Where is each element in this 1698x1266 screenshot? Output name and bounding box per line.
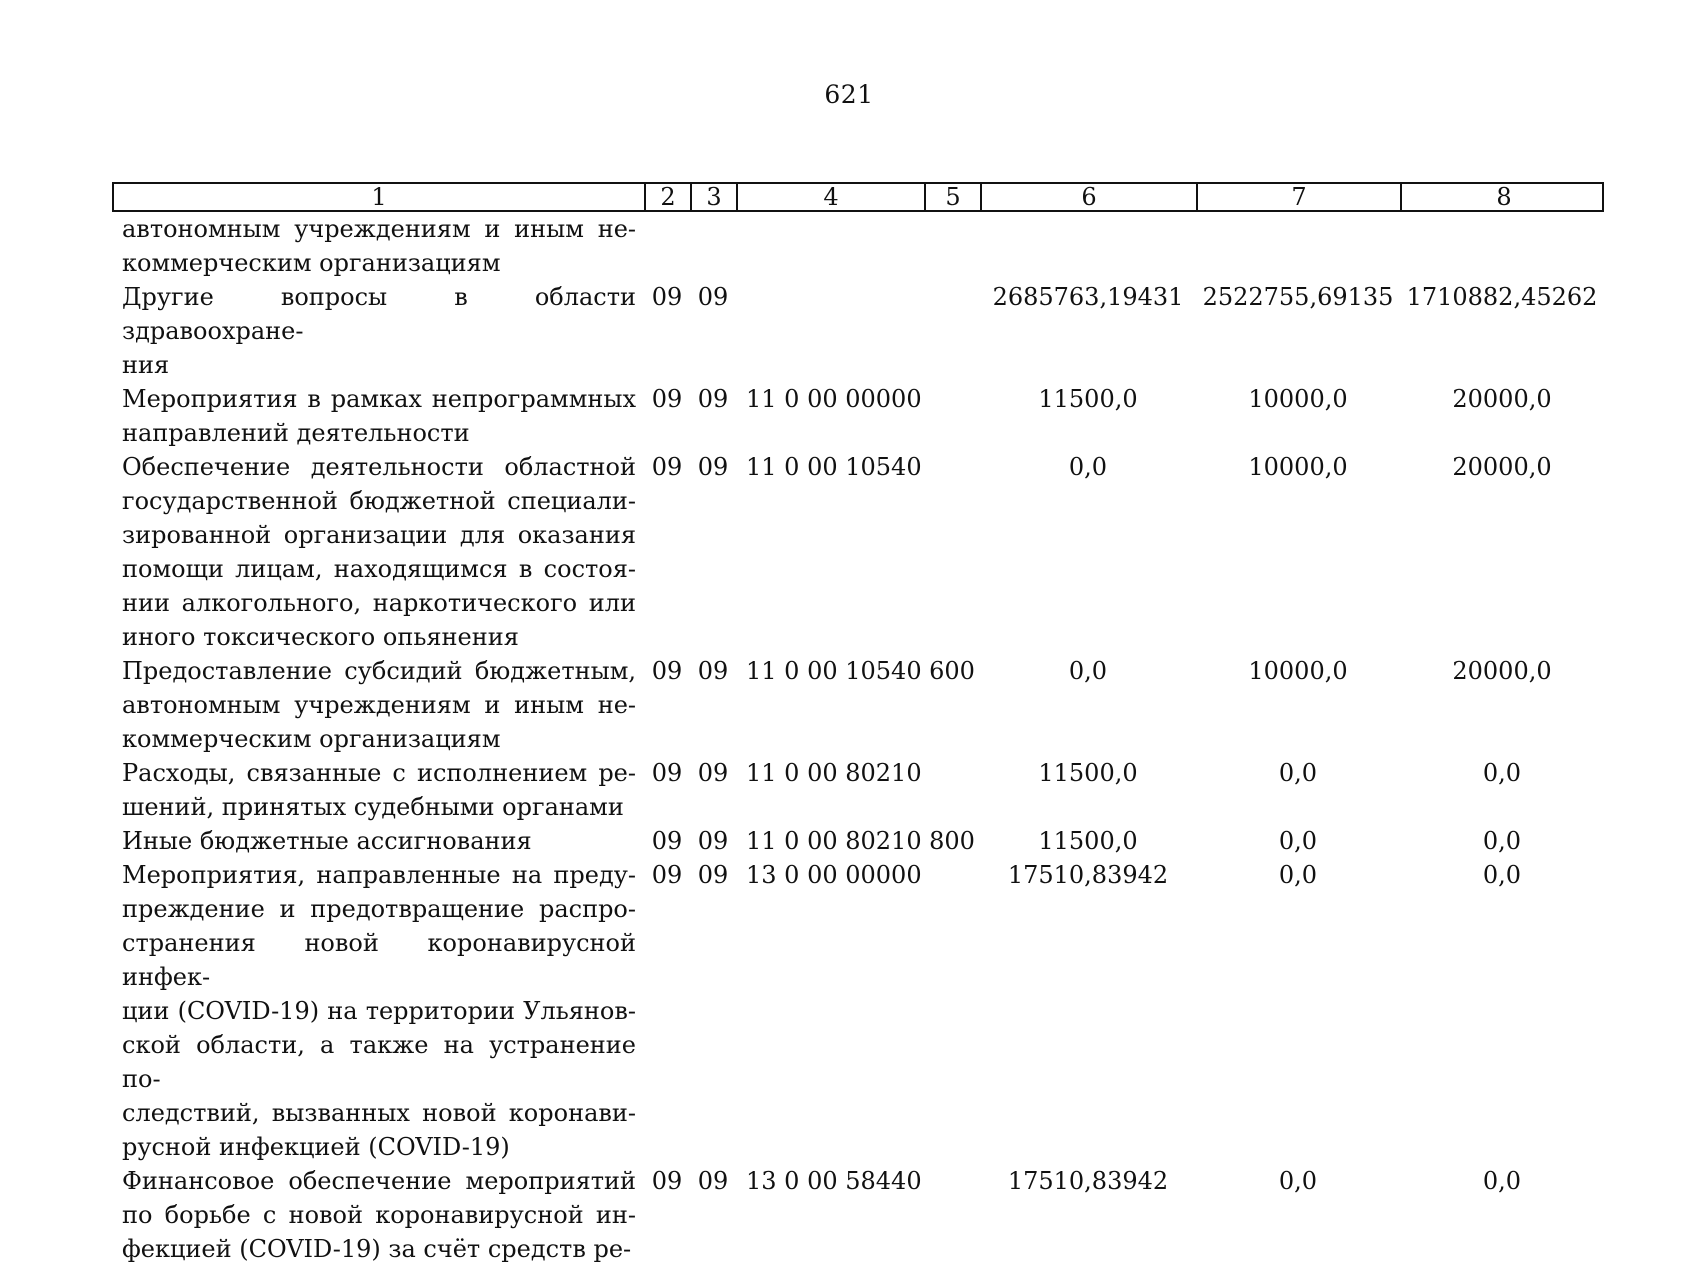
description-line: направлений деятельности xyxy=(122,419,470,447)
header-cell-3: 3 xyxy=(692,184,738,210)
row-description xyxy=(112,280,644,382)
header-cell-7: 7 xyxy=(1198,184,1402,210)
description-line: Иные бюджетные ассигнования xyxy=(122,827,532,855)
target-article-code: 11 0 00 80210 xyxy=(746,759,922,787)
row-description xyxy=(112,1164,644,1266)
amount-col-6: 17510,83942 xyxy=(1007,861,1169,889)
row-description xyxy=(112,654,644,756)
table-row xyxy=(112,382,1604,450)
section-code: 09 xyxy=(651,657,683,685)
amount-col-8: 0,0 xyxy=(1482,861,1522,889)
expense-type-code xyxy=(924,756,980,824)
amount-col-8: 20000,0 xyxy=(1452,657,1552,685)
amount-col-6: 11500,0 xyxy=(1038,827,1138,855)
row-description xyxy=(112,450,644,654)
amount-col-8: 0,0 xyxy=(1482,827,1522,855)
table-row xyxy=(112,756,1604,824)
subsection-code: 09 xyxy=(697,861,729,889)
subsection-code: 09 xyxy=(697,385,729,413)
description-line: следствий, вызванных новой коронави- xyxy=(122,1099,636,1127)
expense-type-code xyxy=(924,280,980,382)
budget-table xyxy=(112,182,1604,1266)
table-row xyxy=(112,212,1604,280)
section-code: 09 xyxy=(651,759,683,787)
target-article-code xyxy=(736,280,924,382)
subsection-code: 09 xyxy=(697,827,729,855)
amount-col-6: 0,0 xyxy=(1068,453,1108,481)
amount-col-6: 11500,0 xyxy=(1038,385,1138,413)
description-line: фекцией (COVID-19) за счёт средств ре- xyxy=(122,1235,632,1263)
amount-col-6 xyxy=(980,212,1196,280)
description-line: по борьбе с новой коронавирусной ин- xyxy=(122,1201,636,1229)
amount-col-7: 10000,0 xyxy=(1248,385,1348,413)
expense-type-code xyxy=(924,450,980,654)
subsection-code: 09 xyxy=(697,1167,729,1195)
row-description xyxy=(112,212,644,280)
target-article-code: 11 0 00 00000 xyxy=(746,385,922,413)
row-description xyxy=(112,382,644,450)
description-line: Мероприятия в рамках непрограммных xyxy=(122,385,636,413)
description-line: автономным учреждениям и иным не- xyxy=(122,691,636,719)
amount-col-7: 10000,0 xyxy=(1248,453,1348,481)
target-article-code: 11 0 00 80210 xyxy=(746,827,922,855)
description-line: государственной бюджетной специали- xyxy=(122,487,636,515)
section-code: 09 xyxy=(651,453,683,481)
subsection-code: 09 xyxy=(697,283,729,311)
description-line: ции (COVID-19) на территории Ульянов- xyxy=(122,997,636,1025)
header-cell-1: 1 xyxy=(114,184,646,210)
amount-col-7: 0,0 xyxy=(1278,861,1318,889)
amount-col-8: 20000,0 xyxy=(1452,453,1552,481)
amount-col-6: 0,0 xyxy=(1068,657,1108,685)
description-line: русной инфекцией (COVID-19) xyxy=(122,1133,510,1161)
description-line: иного токсического опьянения xyxy=(122,623,519,651)
description-line: автономным учреждениям и иным не- xyxy=(122,215,636,243)
expense-type-code: 600 xyxy=(929,657,975,685)
target-article-code: 13 0 00 58440 xyxy=(746,1167,922,1195)
header-cell-2: 2 xyxy=(646,184,692,210)
description-line: ской области, а также на устранение по- xyxy=(122,1031,636,1093)
table-row xyxy=(112,858,1604,1164)
amount-col-8: 1710882,45262 xyxy=(1406,283,1598,311)
description-line: коммерческим организациям xyxy=(122,249,501,277)
row-description xyxy=(112,824,644,858)
amount-col-7: 0,0 xyxy=(1278,759,1318,787)
subsection-code xyxy=(690,212,736,280)
description-line: ния xyxy=(122,351,170,379)
table-row xyxy=(112,280,1604,382)
description-line: коммерческим организациям xyxy=(122,725,501,753)
table-header-row xyxy=(112,182,1604,212)
section-code: 09 xyxy=(651,827,683,855)
description-line: Предоставление субсидий бюджетным, xyxy=(122,657,636,685)
expense-type-code xyxy=(924,1164,980,1266)
amount-col-7: 0,0 xyxy=(1278,1167,1318,1195)
description-line: помощи лицам, находящимся в состоя- xyxy=(122,555,636,583)
amount-col-8: 0,0 xyxy=(1482,1167,1522,1195)
amount-col-8: 0,0 xyxy=(1482,759,1522,787)
expense-type-code xyxy=(924,858,980,1164)
description-line: Другие вопросы в области здравоохране- xyxy=(122,283,636,345)
subsection-code: 09 xyxy=(697,453,729,481)
expense-type-code xyxy=(924,382,980,450)
table-row xyxy=(112,1164,1604,1266)
description-line: Мероприятия, направленные на преду- xyxy=(122,861,636,889)
amount-col-6: 2685763,19431 xyxy=(992,283,1184,311)
section-code: 09 xyxy=(651,283,683,311)
amount-col-8: 20000,0 xyxy=(1452,385,1552,413)
amount-col-7: 0,0 xyxy=(1278,827,1318,855)
description-line: шений, принятых судебными органами xyxy=(122,793,624,821)
table-row xyxy=(112,654,1604,756)
header-cell-6: 6 xyxy=(982,184,1198,210)
amount-col-6: 17510,83942 xyxy=(1007,1167,1169,1195)
target-article-code: 11 0 00 10540 xyxy=(746,453,922,481)
section-code: 09 xyxy=(651,1167,683,1195)
amount-col-7: 2522755,69135 xyxy=(1202,283,1394,311)
subsection-code: 09 xyxy=(697,759,729,787)
row-description xyxy=(112,858,644,1164)
target-article-code: 11 0 00 10540 xyxy=(746,657,922,685)
section-code: 09 xyxy=(651,861,683,889)
subsection-code: 09 xyxy=(697,657,729,685)
amount-col-7 xyxy=(1196,212,1400,280)
description-line: преждение и предотвращение распро- xyxy=(122,895,636,923)
section-code: 09 xyxy=(651,385,683,413)
amount-col-7: 10000,0 xyxy=(1248,657,1348,685)
description-line: Обеспечение деятельности областной xyxy=(122,453,636,481)
target-article-code: 13 0 00 00000 xyxy=(746,861,922,889)
page-number: 621 xyxy=(824,80,874,109)
amount-col-6: 11500,0 xyxy=(1038,759,1138,787)
description-line: зированной организации для оказания xyxy=(122,521,636,549)
section-code xyxy=(644,212,690,280)
description-line: Расходы, связанные с исполнением ре- xyxy=(122,759,636,787)
description-line: странения новой коронавирусной инфек- xyxy=(122,929,636,991)
amount-col-8 xyxy=(1400,212,1604,280)
table-row xyxy=(112,450,1604,654)
table-body xyxy=(112,212,1604,1266)
table-row xyxy=(112,824,1604,858)
row-description xyxy=(112,756,644,824)
expense-type-code: 800 xyxy=(929,827,975,855)
target-article-code xyxy=(736,212,924,280)
description-line: нии алкогольного, наркотического или xyxy=(122,589,636,617)
header-cell-4: 4 xyxy=(738,184,926,210)
header-cell-8: 8 xyxy=(1496,183,1512,211)
description-line: Финансовое обеспечение мероприятий xyxy=(122,1167,636,1195)
header-cell-5: 5 xyxy=(926,184,982,210)
expense-type-code xyxy=(924,212,980,280)
